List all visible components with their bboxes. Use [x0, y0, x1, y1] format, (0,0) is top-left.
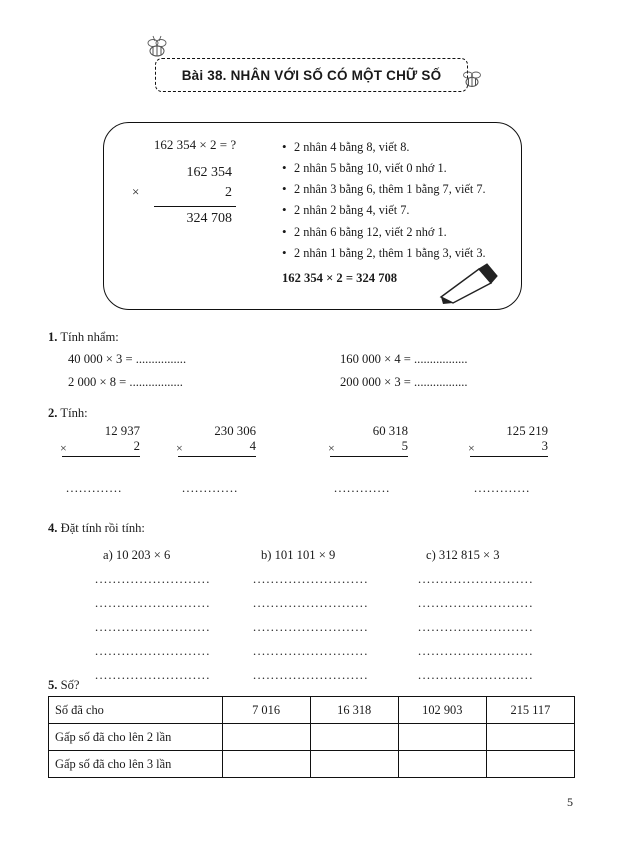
operand-top: 162 354 — [186, 165, 232, 180]
row-label: Số đã cho — [49, 697, 223, 724]
answer-blank[interactable]: ............. — [334, 481, 391, 495]
table-cell-input[interactable] — [222, 724, 310, 751]
exercise-4-heading — [48, 521, 145, 536]
operand-top: 230 306 — [214, 424, 256, 438]
table-cell: 215 117 — [486, 697, 574, 724]
example-result: 162 354 × 2 = 324 708 — [282, 271, 398, 285]
exercise-2-label: Tính: — [60, 406, 88, 420]
operand-top: 125 219 — [506, 424, 548, 438]
answer-line[interactable]: .......................... — [418, 668, 534, 682]
vertical-calculation — [132, 163, 236, 229]
answer-line[interactable]: .......................... — [95, 596, 211, 610]
list-item: • 2 nhân 4 bằng 8, viết 8. — [282, 137, 510, 158]
table-cell: 102 903 — [398, 697, 486, 724]
page-title: Bài 38. NHÂN VỚI SỐ CÓ MỘT CHỮ SỐ — [181, 68, 442, 83]
exercise-4-problem: b) 101 101 × 9 — [261, 548, 336, 562]
exercise-1-item[interactable]: 40 000 × 3 = ................ — [68, 352, 187, 366]
operand-top: 60 318 — [372, 424, 408, 438]
answer-line[interactable]: .......................... — [95, 620, 211, 634]
calculation-rule — [330, 456, 408, 457]
calculation-rule — [470, 456, 548, 457]
row-label: Gấp số đã cho lên 3 lần — [49, 751, 223, 778]
operand-bottom: 5 — [401, 439, 408, 453]
table-cell-input[interactable] — [398, 751, 486, 778]
table-cell: 7 016 — [222, 697, 310, 724]
table-cell: 16 318 — [310, 697, 398, 724]
calculation-rule — [178, 456, 256, 457]
exercise-1-item[interactable]: 160 000 × 4 = ................. — [340, 352, 468, 366]
operand-bottom: 2 — [225, 185, 232, 201]
exercise-2-heading — [48, 406, 88, 421]
exercise-2-calc — [330, 424, 408, 496]
bee-icon — [459, 67, 485, 91]
page-number: 5 — [567, 795, 573, 809]
table-row — [49, 751, 575, 778]
table-row — [49, 724, 575, 751]
exercise-1-item[interactable]: 200 000 × 3 = ................. — [340, 375, 468, 389]
title-box — [155, 58, 469, 92]
calculation-product: 324 708 — [186, 210, 232, 226]
exercise-2-number: 2. — [48, 406, 58, 420]
operand-bottom: 2 — [133, 439, 140, 453]
list-item: • 2 nhân 6 bằng 12, viết 2 nhớ 1. — [282, 222, 510, 243]
bee-icon — [142, 35, 172, 61]
answer-line[interactable]: .......................... — [95, 644, 211, 658]
multiplication-operator: × — [132, 184, 140, 199]
answer-line[interactable]: .......................... — [95, 668, 211, 682]
answer-line[interactable]: .......................... — [253, 596, 369, 610]
example-box — [103, 122, 522, 310]
answer-line[interactable]: .......................... — [418, 572, 534, 586]
multiplication-operator: × — [176, 441, 183, 455]
exercise-1-heading — [48, 330, 119, 345]
exercise-2-calc — [62, 424, 140, 496]
exercise-5-table — [48, 696, 575, 778]
list-item: • 2 nhân 1 bằng 2, thêm 1 bằng 3, viết 3. — [282, 243, 510, 264]
answer-blank[interactable]: ............. — [182, 481, 239, 495]
title-banner — [0, 58, 623, 92]
operand-bottom: 4 — [249, 439, 256, 453]
table-row — [49, 697, 575, 724]
table-cell-input[interactable] — [310, 751, 398, 778]
exercise-1-item[interactable]: 2 000 × 8 = ................. — [68, 375, 183, 389]
answer-line[interactable]: .......................... — [418, 596, 534, 610]
answer-line[interactable]: .......................... — [253, 620, 369, 634]
exercise-4-column — [418, 548, 568, 692]
example-question: 162 354 × 2 = ? — [153, 137, 237, 152]
answer-line[interactable]: .......................... — [418, 644, 534, 658]
exercise-2-calc — [470, 424, 548, 496]
multiplication-operator: × — [468, 441, 475, 455]
exercise-5-label: Số? — [60, 678, 80, 692]
exercise-4-label: Đặt tính rồi tính: — [60, 521, 145, 535]
operand-bottom: 3 — [541, 439, 548, 453]
operand-top: 12 937 — [104, 424, 140, 438]
list-item: • 2 nhân 2 bằng 4, viết 7. — [282, 200, 510, 221]
exercise-4-number: 4. — [48, 521, 58, 535]
example-calculation — [120, 137, 270, 229]
exercise-1-label: Tính nhẩm: — [60, 330, 119, 344]
exercise-4-problem: a) 10 203 × 6 — [103, 548, 171, 562]
table-cell-input[interactable] — [222, 751, 310, 778]
table-cell-input[interactable] — [310, 724, 398, 751]
answer-line[interactable]: .......................... — [418, 620, 534, 634]
table-cell-input[interactable] — [398, 724, 486, 751]
exercise-4-column — [95, 548, 245, 692]
row-label: Gấp số đã cho lên 2 lần — [49, 724, 223, 751]
answer-line[interactable]: .......................... — [253, 644, 369, 658]
multiplication-operator: × — [60, 441, 67, 455]
table-cell-input[interactable] — [486, 724, 574, 751]
list-item: • 2 nhân 5 bằng 10, viết 0 nhớ 1. — [282, 158, 510, 179]
answer-line[interactable]: .......................... — [253, 668, 369, 682]
exercise-5-heading — [48, 678, 80, 693]
answer-blank[interactable]: ............. — [474, 481, 531, 495]
pencil-icon — [433, 263, 507, 305]
list-item: • 2 nhân 3 bằng 6, thêm 1 bằng 7, viết 7. — [282, 179, 510, 200]
calculation-rule — [62, 456, 140, 457]
exercise-5-number: 5. — [48, 678, 58, 692]
exercise-2-calc — [178, 424, 256, 496]
multiplication-operator: × — [328, 441, 335, 455]
table-cell-input[interactable] — [486, 751, 574, 778]
exercise-4-column — [253, 548, 403, 692]
exercise-1-number: 1. — [48, 330, 58, 344]
exercise-4-problem: c) 312 815 × 3 — [426, 548, 500, 562]
answer-line[interactable]: .......................... — [95, 572, 211, 586]
answer-blank[interactable]: ............. — [66, 481, 123, 495]
example-steps — [282, 137, 510, 264]
answer-line[interactable]: .......................... — [253, 572, 369, 586]
calculation-rule — [154, 206, 236, 207]
